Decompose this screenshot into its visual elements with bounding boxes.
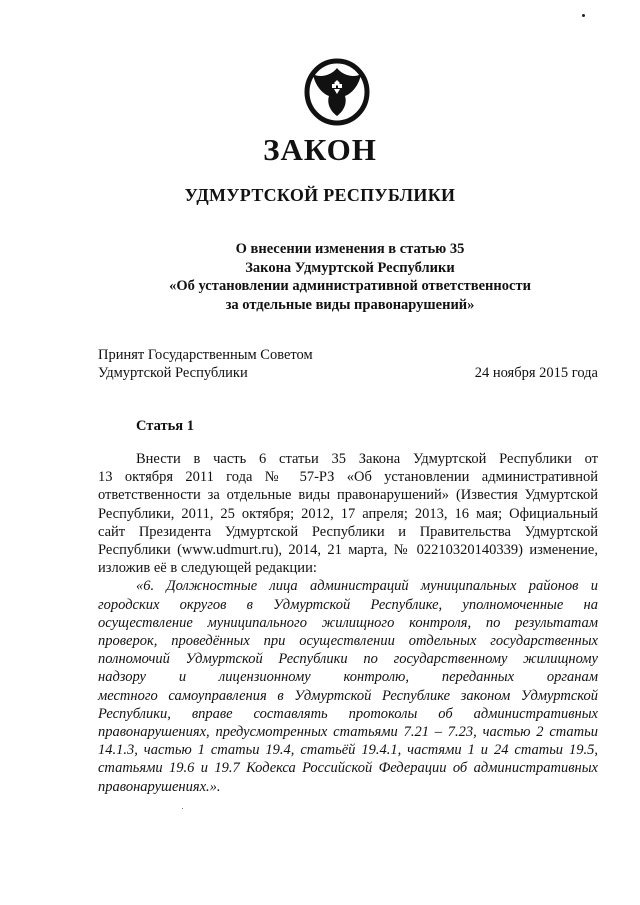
amendment-line: статьями 19.6 и 19.7 Кодекса Российской Федерации об административных: [98, 760, 598, 777]
amendment-line: правонарушениях.».: [98, 778, 221, 795]
adoption-block: [98, 346, 313, 382]
amendment-line: местного самоуправления в Удмуртской Республике законом Удмуртской: [98, 687, 598, 704]
body-line: Республики (www.udmurt.ru), 2014, 21 марта, № 02210320140339) изменение,: [98, 542, 598, 559]
article-heading: Статья 1: [136, 418, 194, 434]
adoption-line: Удмуртской Республики: [98, 365, 248, 381]
subject-line: О внесении изменения в статью 35: [235, 241, 465, 257]
amendment-line: Республики, вправе составлять протоколы об административных: [98, 705, 598, 722]
amendment-line: городских округов в Удмуртской Республике, уполномоченные на: [98, 596, 598, 613]
adoption-date: 24 ноября 2015 года: [474, 365, 598, 381]
scan-speck: [582, 14, 585, 17]
body-line: 13 октября 2011 года № 57-РЗ «Об установлении административной: [98, 469, 598, 486]
article-body: [98, 450, 598, 796]
body-line: изложив её в следующей редакции:: [98, 560, 317, 577]
amendment-line: проверок, проведённых при осуществлении отдельных государственных: [98, 633, 598, 650]
body-line: Республики, 2011, 25 октября; 2012, 17 апреля; 2013, 16 мая; Официальный: [98, 505, 598, 522]
subject-line: Закона Удмуртской Республики: [245, 259, 455, 276]
document-title: ЗАКОН: [263, 132, 377, 167]
subject-line: «Об установлении административной ответственности: [169, 278, 531, 294]
document-subtitle: УДМУРТСКОЙ РЕСПУБЛИКИ: [184, 185, 456, 205]
law-subject: [100, 240, 600, 314]
amendment-line: осуществление муниципального жилищного контроля, по результатам: [98, 614, 598, 631]
amendment-line: правонарушениях, предусмотренных статьями 7.21 – 7.23, частью 2 статьи: [98, 724, 598, 741]
scan-speck: [182, 808, 183, 809]
udmurt-coat-of-arms-icon: [299, 58, 375, 126]
body-line: сайт Президента Удмуртской Республики и Правительства Удмуртской: [98, 523, 598, 540]
amendment-line: полномочий Удмуртской Республики по государственному жилищному: [98, 651, 598, 668]
amendment-line: 14.1.3, частью 1 статьи 19.4, статьёй 19.4.1, частями 1 и 24 статьи 19.5,: [98, 742, 598, 759]
subject-line: за отдельные виды правонарушений»: [225, 296, 475, 313]
amendment-line: надзору и лицензионному контролю, переданных органам: [98, 669, 598, 686]
body-line: ответственности за отдельные виды правонарушений» (Известия Удмуртской: [98, 487, 598, 504]
adoption-line: Принят Государственным Советом: [98, 347, 313, 363]
body-line: Внести в часть 6 статьи 35 Закона Удмуртской Республики от: [136, 451, 598, 467]
amendment-line: «6. Должностные лица администраций муниципальных районов и: [136, 578, 598, 595]
